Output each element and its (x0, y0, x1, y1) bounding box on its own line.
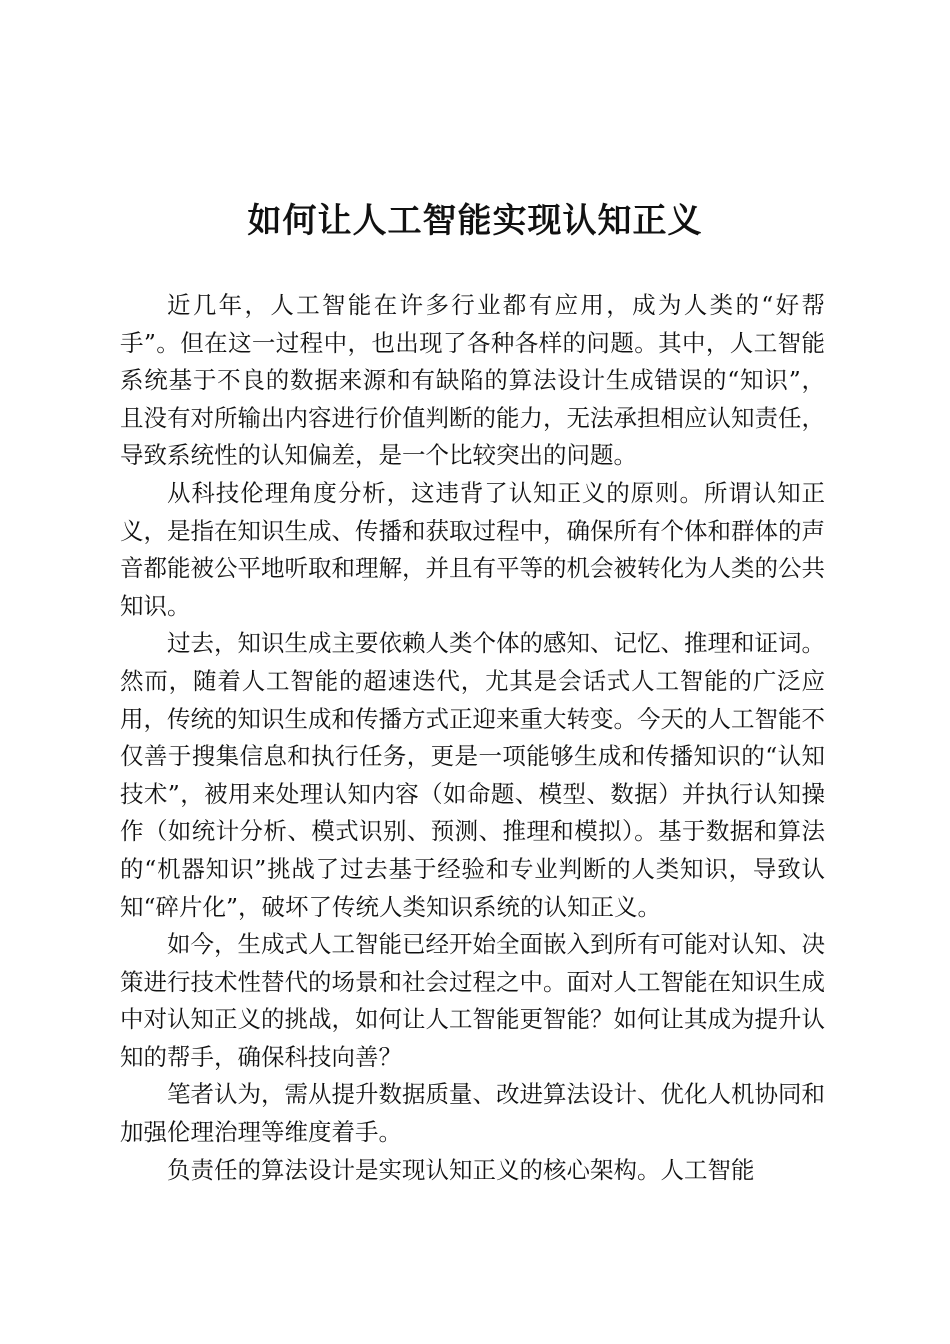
document-title: 如何让人工智能实现认知正义 (247, 201, 703, 241)
paragraph: 近几年，人工智能在许多行业都有应用，成为人类的“好帮手”。但在这一过程中，也出现了各种各样的问题。其中，人工智能系统基于不良的数据来源和有缺陷的算法设计生成错误的“知识”，且没有对所输出内容进行价值判断的能力，无法承担相应认知责任，导致系统性的认知偏差，是一个比较突出的问题。 (120, 291, 825, 470)
paragraph: 从科技伦理角度分析，这违背了认知正义的原则。所谓认知正义，是指在知识生成、传播和获取过程中，确保所有个体和群体的声音都能被公平地听取和理解，并且有平等的机会被转化为人类的公共知识。 (120, 478, 825, 620)
paragraph: 笔者认为，需从提升数据质量、改进算法设计、优化人机协同和加强伦理治理等维度着手。 (120, 1080, 825, 1147)
paragraph: 负责任的算法设计是实现认知正义的核心架构。人工智能 (167, 1155, 755, 1184)
document-body (120, 287, 825, 1189)
paragraph: 如今，生成式人工智能已经开始全面嵌入到所有可能对认知、决策进行技术性替代的场景和社会过程之中。面对人工智能在知识生成中对认知正义的挑战，如何让人工智能更智能？如何让其成为提升认知的帮手，确保科技向善？ (120, 930, 825, 1071)
paragraph: 过去，知识生成主要依赖人类个体的感知、记忆、推理和证词。然而，随着人工智能的超速迭代，尤其是会话式人工智能的广泛应用，传统的知识生成和传播方式正迎来重大转变。今天的人工智能不仅善于搜集信息和执行任务，更是一项能够生成和传播知识的“认知技术”，被用来处理认知内容（如命题、模型、数据）并执行认知操作（如统计分析、模式识别、预测、推理和模拟）。基于数据和算法的“机器知识”挑战了过去基于经验和专业判断的人类知识，导致认知“碎片化”，破坏了传统人类知识系统的认知正义。 (120, 629, 825, 921)
